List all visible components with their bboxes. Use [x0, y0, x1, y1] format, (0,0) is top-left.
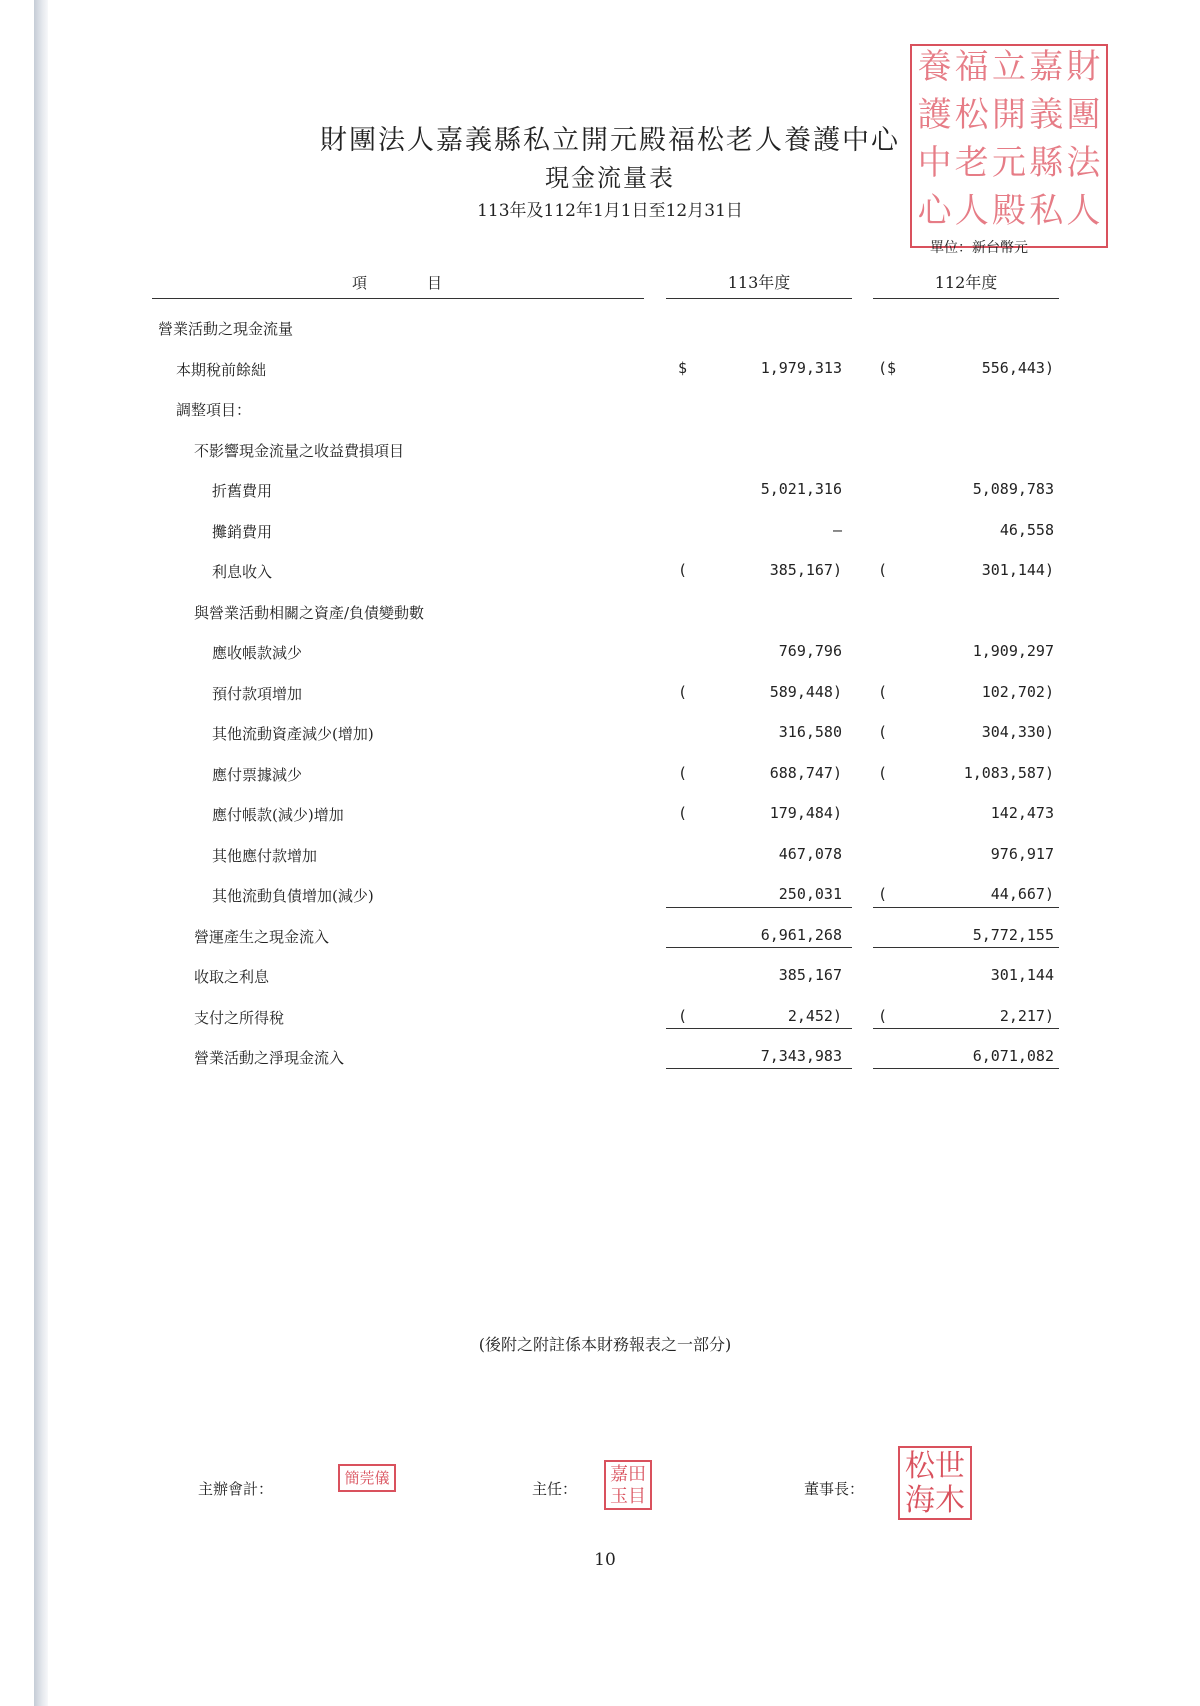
value-112: 5,772,155 — [972, 925, 1054, 944]
director-stamp: 嘉田玉目 — [604, 1460, 652, 1510]
value-113: 688,747) — [769, 763, 842, 782]
seal-char: 法 — [1066, 143, 1101, 183]
table-row — [0, 521, 1200, 561]
value-113: — — [832, 520, 842, 539]
seal-char: 中 — [917, 143, 952, 183]
value-113: 179,484) — [769, 804, 842, 822]
value-112: 1,083,587) — [963, 763, 1054, 782]
accountant-label: 主辦會計： — [198, 1480, 274, 1498]
statement-period: 113年及112年1月1日至12月31日 — [477, 201, 743, 221]
row-label: 營業活動之淨現金流入 — [194, 1049, 345, 1067]
header-rule-item — [152, 298, 644, 299]
table-row — [0, 1047, 1200, 1087]
value-113: 385,167) — [769, 561, 842, 579]
value-112: 556,443) — [981, 358, 1054, 377]
row-label: 其他流動負債增加(減少) — [212, 887, 374, 905]
table-row — [0, 764, 1200, 804]
table-row — [0, 318, 1200, 358]
row-label: 不影響現金流量之收益費損項目 — [194, 441, 405, 460]
value-112-symbol: ( — [878, 763, 888, 782]
row-label: 營運產生之現金流入 — [194, 927, 330, 946]
table-row — [0, 642, 1200, 682]
subtotal-rule-top-112 — [873, 907, 1059, 908]
value-112: 1,909,297 — [972, 642, 1054, 660]
seal-char: 福 — [954, 47, 989, 87]
table-row — [0, 561, 1200, 601]
table-row — [0, 1007, 1200, 1047]
value-113: 316,580 — [778, 723, 842, 741]
table-row — [0, 399, 1200, 439]
seal-char: 人 — [1066, 191, 1101, 231]
header-rule-113 — [666, 298, 852, 299]
value-112: 304,330) — [981, 723, 1054, 741]
table-row — [0, 845, 1200, 885]
seal-char: 團 — [1066, 95, 1101, 135]
value-112: 44,667) — [990, 885, 1054, 903]
seal-char: 開 — [992, 95, 1026, 135]
chairman-stamp: 松世海木 — [898, 1446, 972, 1520]
row-label: 利息收入 — [212, 563, 273, 581]
value-113: 6,961,268 — [760, 925, 842, 944]
row-label: 應付票據減少 — [212, 765, 303, 784]
value-112: 6,071,082 — [972, 1047, 1054, 1065]
seal-char: 義 — [1029, 95, 1064, 135]
director-label: 主任： — [532, 1480, 578, 1498]
table-row — [0, 440, 1200, 480]
row-label: 折舊費用 — [212, 482, 273, 500]
value-113: 769,796 — [778, 642, 842, 660]
value-112: 102,702) — [981, 682, 1054, 701]
seal-char: 老 — [954, 143, 989, 183]
row-label: 調整項目： — [176, 401, 252, 419]
value-113: 7,343,983 — [760, 1047, 842, 1065]
value-112-symbol: ( — [878, 682, 888, 701]
seal-char: 殿 — [992, 191, 1026, 231]
seal-char: 人 — [954, 191, 989, 231]
value-113-symbol: ( — [678, 561, 688, 579]
value-112-symbol: ( — [878, 723, 888, 741]
organization-seal — [910, 44, 1108, 248]
table-row — [0, 723, 1200, 763]
value-113: 589,448) — [769, 682, 842, 701]
page-number: 10 — [594, 1550, 616, 1570]
row-label: 支付之所得稅 — [194, 1008, 285, 1027]
organization-title: 財團法人嘉義縣私立開元殿福松老人養護中心 — [320, 125, 900, 156]
column-header-113: 113年度 — [727, 273, 791, 292]
seal-char: 松 — [954, 95, 989, 135]
accountant-stamp: 簡莞儀 — [338, 1464, 396, 1492]
value-112: 301,144 — [990, 966, 1054, 984]
column-header-item: 項目 — [351, 274, 502, 292]
header-rule-112 — [873, 298, 1059, 299]
total-rule-top-112 — [873, 1028, 1059, 1029]
seal-char: 財 — [1066, 47, 1101, 87]
subtotal-rule-bottom-112 — [873, 947, 1059, 948]
value-113-symbol: ( — [678, 763, 688, 782]
subtotal-rule-bottom-113 — [666, 947, 852, 948]
seal-char: 嘉 — [1029, 47, 1064, 87]
total-rule-bottom-112 — [873, 1068, 1059, 1069]
value-112: 976,917 — [990, 844, 1054, 863]
value-112: 5,089,783 — [972, 480, 1054, 498]
value-112-symbol: ( — [878, 561, 888, 579]
total-rule-top-113 — [666, 1028, 852, 1029]
seal-char: 護 — [917, 95, 952, 135]
footnote: (後附之附註係本財務報表之一部分) — [478, 1335, 732, 1354]
seal-char: 縣 — [1029, 143, 1064, 183]
statement-title: 現金流量表 — [545, 164, 675, 192]
value-112: 46,558 — [999, 520, 1054, 539]
seal-char: 養 — [917, 47, 952, 87]
row-label: 預付款項增加 — [212, 684, 303, 703]
value-112-symbol: ( — [878, 1006, 888, 1025]
value-112: 301,144) — [981, 561, 1054, 579]
value-112-symbol: ( — [878, 885, 888, 903]
seal-char: 元 — [992, 143, 1026, 183]
row-label: 其他流動資產減少(增加) — [212, 725, 374, 743]
table-row — [0, 602, 1200, 642]
value-113-symbol: ( — [678, 1006, 688, 1025]
row-label: 應付帳款(減少)增加 — [212, 806, 344, 824]
value-112: 142,473 — [990, 804, 1054, 822]
row-label: 攤銷費用 — [212, 522, 273, 541]
total-rule-bottom-113 — [666, 1068, 852, 1069]
value-112-symbol: ($ — [878, 358, 897, 377]
value-113: 467,078 — [778, 844, 842, 863]
value-113-symbol: ( — [678, 682, 688, 701]
value-113-symbol: ( — [678, 804, 688, 822]
value-113: 5,021,316 — [760, 480, 842, 498]
value-112: 2,217) — [999, 1006, 1054, 1025]
table-row — [0, 683, 1200, 723]
table-row — [0, 804, 1200, 844]
table-row — [0, 359, 1200, 399]
currency-unit: 單位：新台幣元 — [930, 240, 1028, 256]
seal-char: 立 — [992, 47, 1026, 87]
subtotal-rule-top-113 — [666, 907, 852, 908]
seal-char: 私 — [1029, 191, 1064, 231]
row-label: 本期稅前餘絀 — [176, 360, 267, 379]
seal-characters — [916, 47, 1102, 242]
row-label: 收取之利息 — [194, 968, 270, 986]
table-row — [0, 480, 1200, 520]
seal-char: 心 — [917, 191, 952, 231]
value-113: 1,979,313 — [760, 358, 842, 377]
value-113: 250,031 — [778, 885, 842, 903]
table-row — [0, 885, 1200, 925]
value-113: 2,452) — [787, 1006, 842, 1025]
row-label: 其他應付款增加 — [212, 846, 318, 865]
table-row — [0, 926, 1200, 966]
value-113: 385,167 — [778, 966, 842, 984]
row-label: 營業活動之現金流量 — [158, 320, 294, 338]
row-label: 與營業活動相關之資產/負債變動數 — [194, 603, 425, 622]
chairman-label: 董事長： — [804, 1480, 865, 1498]
table-row — [0, 966, 1200, 1006]
row-label: 應收帳款減少 — [212, 644, 303, 662]
column-header-112: 112年度 — [934, 273, 998, 292]
value-113-symbol: $ — [678, 358, 688, 377]
